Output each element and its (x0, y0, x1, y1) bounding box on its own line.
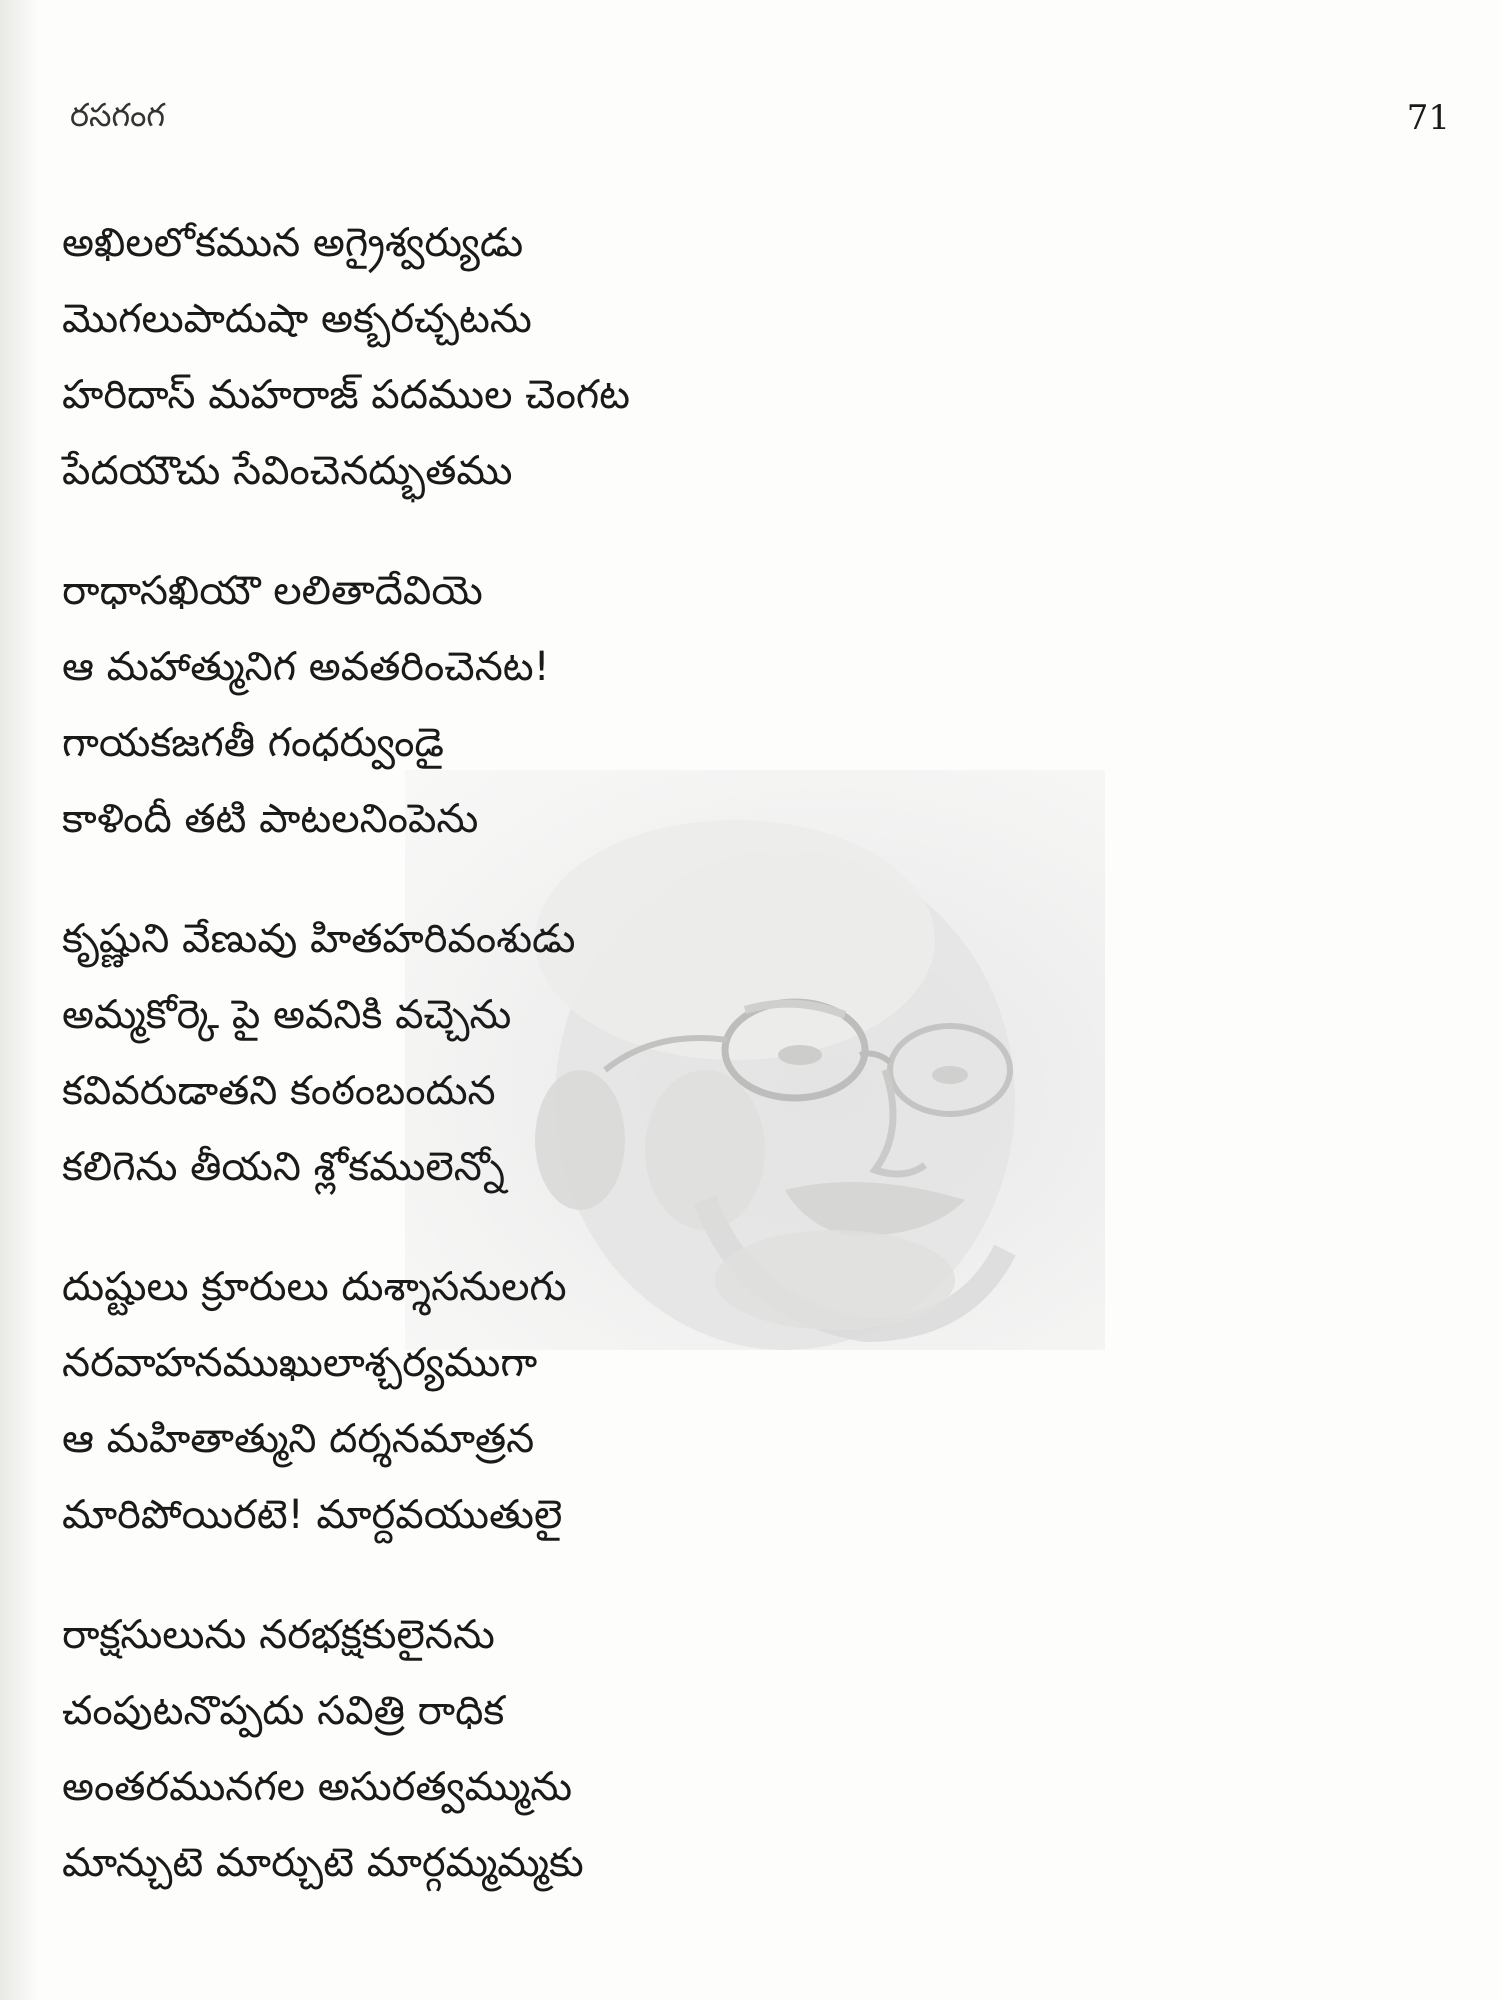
stanza-1 (62, 205, 962, 509)
running-head: రసగంగ (70, 96, 165, 134)
poem-line: కృష్ణుని వేణువు హితహరివంశుడు (62, 916, 576, 962)
poem-line: గాయకజగతీ గంధర్వుండై (62, 720, 444, 766)
poem-line: పేదయౌచు సేవించెనద్భుతము (62, 448, 513, 494)
poem (62, 205, 962, 1945)
poem-line: కలిగెను తీయని శ్లోకములెన్నో (62, 1144, 505, 1190)
poem-line: మారిపోయిరటె! మార్దవయుతులై (62, 1492, 563, 1538)
stanza-2 (62, 553, 962, 857)
poem-line: అంతరమునగల అసురత్వమ్మును (62, 1764, 573, 1810)
poem-line: రాక్షసులును నరభక్షకులైనను (62, 1612, 495, 1658)
poem-line: మాన్చుటె మార్చుటె మార్గమ్మమ్మకు (62, 1840, 584, 1886)
page-gutter-shadow (0, 0, 40, 2000)
poem-line: కవివరుడాతని కంఠంబందున (62, 1068, 496, 1114)
poem-line: హరిదాస్ మహరాజ్ పదముల చెంగట (62, 372, 631, 418)
page-number: 71 (1406, 98, 1450, 138)
poem-line: అమ్మకోర్కె పై అవనికి వచ్చెను (62, 992, 512, 1038)
stanza-4 (62, 1249, 962, 1553)
poem-line: ఆ మహితాత్ముని దర్శనమాత్రన (62, 1416, 535, 1462)
poem-line: నరవాహనముఖులాశ్చర్యముగా (62, 1340, 538, 1386)
poem-line: రాధాసఖియౌ లలితాదేవియె (62, 568, 483, 614)
stanza-3 (62, 901, 962, 1205)
poem-line: దుష్టులు క్రూరులు దుశ్శాసనులగు (62, 1264, 567, 1310)
stanza-5 (62, 1597, 962, 1901)
poem-line: కాళిందీ తటి పాటలనింపెను (62, 796, 479, 842)
poem-line: అఖిలలోకమున అగ్రైశ్వర్యుడు (62, 220, 524, 266)
poem-line: చంపుటనొప్పదు సవిత్రి రాధిక (62, 1688, 505, 1734)
poem-line: ఆ మహాత్మునిగ అవతరించెనట! (62, 644, 550, 690)
poem-line: మొగలుపాదుషా అక్బరచ్చటను (62, 296, 532, 342)
